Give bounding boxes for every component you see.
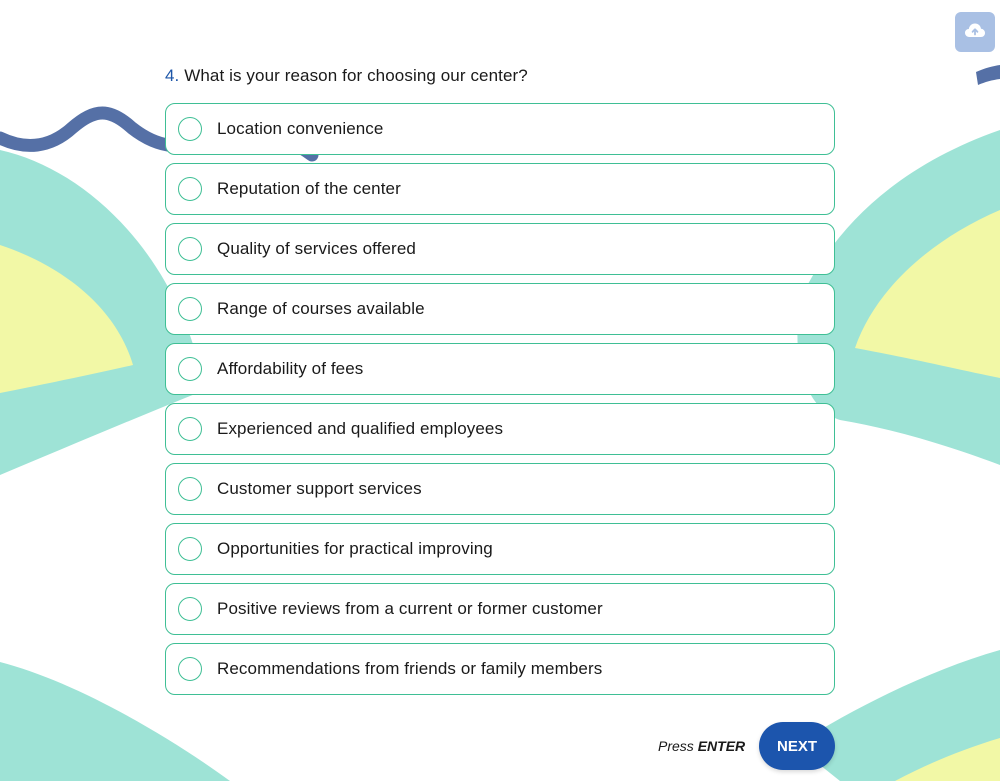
radio-button[interactable] — [178, 117, 202, 141]
upload-button[interactable] — [955, 12, 995, 52]
option-label: Reputation of the center — [217, 179, 401, 198]
radio-button[interactable] — [178, 177, 202, 201]
radio-button[interactable] — [178, 237, 202, 261]
option-positive-reviews[interactable] — [165, 583, 835, 635]
option-recommendations[interactable] — [165, 643, 835, 695]
radio-button[interactable] — [178, 297, 202, 321]
option-affordability[interactable] — [165, 343, 835, 395]
option-quality-of-services[interactable] — [165, 223, 835, 275]
enter-key-label: ENTER — [697, 738, 746, 754]
option-label: Quality of services offered — [217, 239, 416, 258]
option-practical-improving[interactable] — [165, 523, 835, 575]
cloud-upload-icon — [964, 22, 986, 43]
option-customer-support[interactable] — [165, 463, 835, 515]
radio-button[interactable] — [178, 357, 202, 381]
option-label: Customer support services — [217, 479, 422, 498]
option-label: Opportunities for practical improving — [217, 539, 493, 558]
option-label: Location convenience — [217, 119, 384, 138]
press-enter-hint — [658, 738, 745, 754]
answer-options — [165, 103, 835, 703]
question-text: What is your reason for choosing our center? — [184, 66, 528, 85]
option-range-of-courses[interactable] — [165, 283, 835, 335]
option-label: Recommendations from friends or family members — [217, 659, 603, 678]
squiggle-top-right — [976, 65, 1000, 85]
radio-button[interactable] — [178, 657, 202, 681]
option-label: Experienced and qualified employees — [217, 419, 504, 438]
question-title — [165, 66, 528, 86]
option-label: Affordability of fees — [217, 359, 364, 378]
radio-button[interactable] — [178, 597, 202, 621]
next-button[interactable]: NEXT — [759, 722, 835, 770]
press-text: Press — [658, 738, 694, 754]
option-label: Positive reviews from a current or former customer — [217, 599, 603, 618]
option-location-convenience[interactable] — [165, 103, 835, 155]
option-experienced-employees[interactable] — [165, 403, 835, 455]
radio-button[interactable] — [178, 477, 202, 501]
radio-button[interactable] — [178, 537, 202, 561]
radio-button[interactable] — [178, 417, 202, 441]
question-number: 4. — [165, 66, 180, 85]
option-reputation[interactable] — [165, 163, 835, 215]
option-label: Range of courses available — [217, 299, 425, 318]
